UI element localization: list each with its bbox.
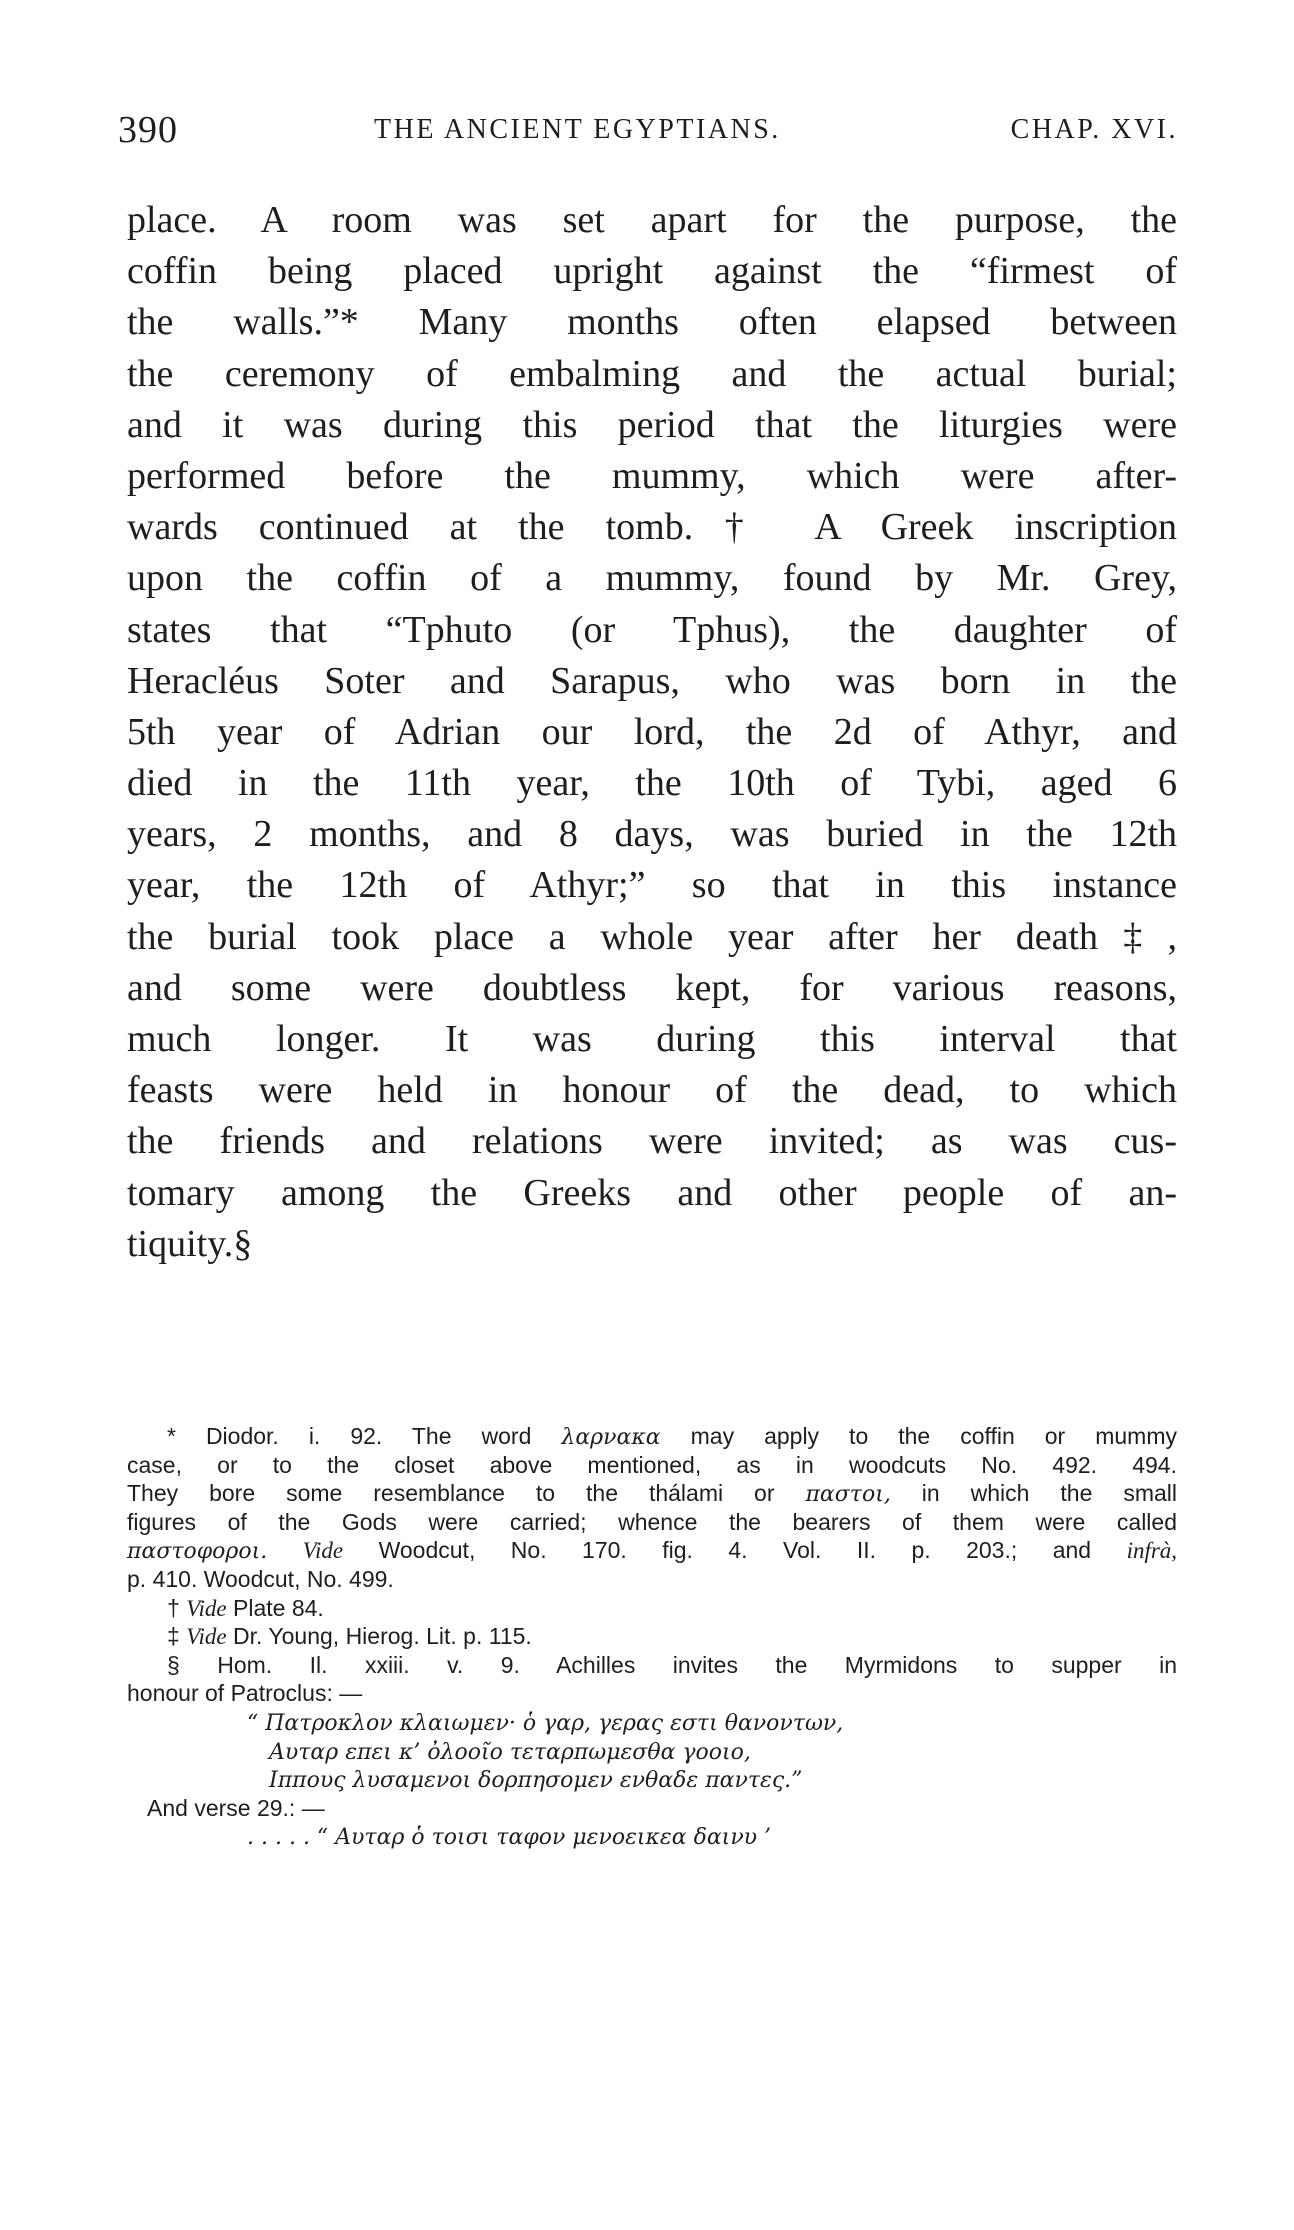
text-line: the ceremony of embalming and the actual burial; <box>127 352 1177 395</box>
footnote-text: Plate 84. <box>233 1594 324 1621</box>
footnote-line: p. 410. Woodcut, No. 499. <box>127 1565 394 1592</box>
greek-verse-text: Ιππους λυσαμενοι δορπησομεν ενθαδε παντες.” <box>269 1768 803 1794</box>
text-line: the burial took place a whole year after her death‡, <box>127 915 1177 958</box>
footnote-line: case, or to the closet above mentioned, as in woodcuts No. 492. 494. <box>127 1451 1177 1478</box>
text-line: year, the 12th of Athyr;” so that in this instance <box>127 864 1177 907</box>
text-line: 5th year of Adrian our lord, the 2d of Athyr, and <box>127 710 1177 753</box>
text-line: and some were doubtless kept, for various reasons, <box>127 966 1177 1009</box>
footnote-star-line <box>127 1422 1177 1451</box>
footnote-text: They bore some resemblance to the thálami or <box>127 1480 775 1507</box>
greek-verse <box>127 1737 1177 1766</box>
greek-verse <box>127 1765 1177 1794</box>
text-line: feasts were held in honour of the dead, to which <box>127 1069 1177 1112</box>
footnote-line: And verse 29.: — <box>147 1794 325 1821</box>
running-title: THE ANCIENT EGYPTIANS. <box>374 114 781 145</box>
text-line: died in the 11th year, the 10th of Tybi, aged 6 <box>127 762 1177 805</box>
footnote-text: Dr. Young, Hierog. Lit. p. 115. <box>233 1623 532 1650</box>
greek-word: παστοι, <box>805 1482 891 1508</box>
footnote-double-dagger <box>127 1622 1177 1651</box>
greek-verse-text: Αυταρ επει κ’ ὀλοοῖο τεταρπωμεσθα γοοιο, <box>269 1739 751 1765</box>
footnote-text: in which the small <box>921 1480 1177 1507</box>
text-line: the friends and relations were invited; as was cus- <box>127 1120 1177 1163</box>
greek-word: λαρνακα <box>561 1425 661 1450</box>
chapter-label: CHAP. XVI. <box>1010 114 1178 145</box>
footnote-section: § Hom. Il. xxiii. v. 9. Achilles invites the Myrmidons to supper in <box>167 1651 1177 1678</box>
text-line: upon the coffin of a mummy, found by Mr. Grey, <box>127 557 1177 600</box>
double-dagger-mark: ‡ <box>167 1623 180 1650</box>
text-line: years, 2 months, and 8 days, was buried in the 12th <box>127 813 1177 856</box>
text-line: and it was during this period that the liturgies were <box>127 403 1177 446</box>
footnote-line <box>127 1479 1177 1508</box>
greek-verse <box>127 1822 1177 1851</box>
footnote-text: may apply to the coffin or mummy <box>690 1423 1177 1449</box>
text-line: tiquity.§ <box>127 1222 253 1265</box>
page-number: 390 <box>118 109 178 151</box>
footnote-text: * Diodor. i. 92. The word <box>167 1423 532 1449</box>
text-line: performed before the mummy, which were after- <box>127 454 1177 497</box>
text-line: the walls.”* Many months often elapsed between <box>127 301 1177 344</box>
vide-label: Vide <box>186 1595 227 1621</box>
text-line: wards continued at the tomb.† A Greek inscription <box>127 506 1177 549</box>
infra-label: infrà, <box>1126 1538 1178 1564</box>
dagger-mark: † <box>167 1594 180 1621</box>
text-line: place. A room was set apart for the purpose, the <box>127 199 1177 241</box>
footnote-line: figures of the Gods were carried; whence the bearers of them were called <box>127 1508 1177 1535</box>
text-line: Heracléus Soter and Sarapus, who was born in the <box>127 659 1177 702</box>
text-line: coffin being placed upright against the “firmest of <box>127 250 1177 293</box>
main-text <box>127 195 1177 1270</box>
footnote-text: Woodcut, No. 170. fig. 4. Vol. II. p. 203.; and <box>378 1537 1092 1564</box>
footnote-line <box>127 1536 1177 1565</box>
vide-label: Vide <box>186 1624 227 1650</box>
greek-verse-text: “ Πατροκλον κλαιωμεν· ὁ γαρ, γερας εστι θανοντων, <box>247 1710 844 1736</box>
footnotes <box>127 1422 1177 1851</box>
footnote-dagger <box>127 1594 1177 1623</box>
text-line: tomary among the Greeks and other people of an- <box>127 1171 1177 1214</box>
greek-verse <box>127 1708 1177 1737</box>
text-line: states that “Tphuto (or Tphus), the daughter of <box>127 608 1177 651</box>
vide-label: Vide <box>302 1538 344 1564</box>
page-header <box>118 108 1178 156</box>
greek-word: παστοφοροι. <box>127 1539 268 1565</box>
greek-verse-text: . . . . . “ Αυταρ ὁ τοισι ταφον μενοεικεα δαινυ ’ <box>247 1825 772 1851</box>
footnote-line: honour of Patroclus: — <box>127 1680 363 1707</box>
text-line: much longer. It was during this interval that <box>127 1018 1177 1060</box>
